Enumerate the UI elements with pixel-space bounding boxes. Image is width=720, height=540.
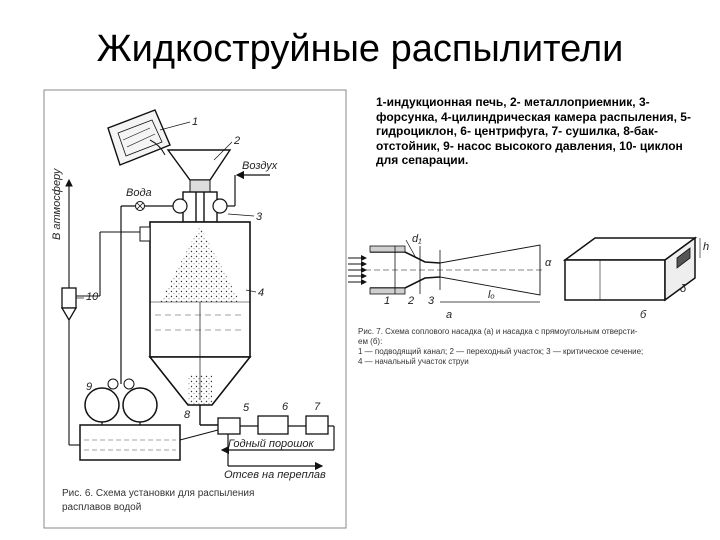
label-10: 10: [86, 291, 99, 303]
fig6-caption-line1: Рис. 6. Схема установки для распыления: [62, 488, 255, 499]
label-alpha: α: [545, 257, 552, 269]
fig7-caption-line1: Рис. 7. Схема соплового насадка (а) и насадка с прямоугольным отверсти-: [358, 327, 638, 336]
legend-caption: 1-индукционная печь, 2- металлоприемник, 3- форсунка, 4-цилиндрическая камера распыления, 5- гидроциклон, 6- центрифуга, 7- сушилка, 8-бак- отстойник, 9- насос высокого давления, 10- циклон для сепарации.: [376, 95, 691, 167]
label-lo: lₒ: [488, 289, 495, 301]
label-product: Годный порошок: [228, 438, 314, 450]
fig7-caption-line3: 1 — подводящий канал; 2 — переходный участок; 3 — критическое сечение;: [358, 347, 644, 356]
label-6: 6: [282, 401, 289, 413]
label-air: Воздух: [242, 160, 278, 172]
label-3: 3: [256, 211, 263, 223]
label-7: 7: [314, 401, 321, 413]
label-a: a: [446, 309, 453, 321]
label-delta: δ: [680, 283, 687, 295]
fig6-caption-line2: расплавов водой: [62, 502, 142, 513]
label-4: 4: [258, 287, 265, 299]
label-9: 9: [86, 381, 93, 393]
fig7-caption-line4: 4 — начальный участок струи: [358, 357, 469, 366]
label-2: 2: [234, 135, 241, 147]
label-part-1: 1: [384, 295, 391, 307]
label-water: Вода: [126, 187, 152, 199]
label-atmosphere: В атмосферу: [51, 168, 63, 240]
label-part-3: 3: [428, 295, 435, 307]
label-sediment: Отсев на переплав: [224, 469, 326, 481]
inflow-arrows: [348, 258, 366, 282]
label-1: 1: [192, 116, 199, 128]
slide-title: Жидкоструйные распылители: [96, 28, 624, 70]
label-h: h: [703, 241, 710, 253]
label-d1: d₁: [412, 233, 422, 245]
label-part-2: 2: [408, 295, 415, 307]
fig7-caption-line2: ем (б):: [358, 337, 383, 346]
label-8: 8: [184, 409, 191, 421]
label-5: 5: [243, 402, 250, 414]
label-b: б: [640, 309, 647, 321]
